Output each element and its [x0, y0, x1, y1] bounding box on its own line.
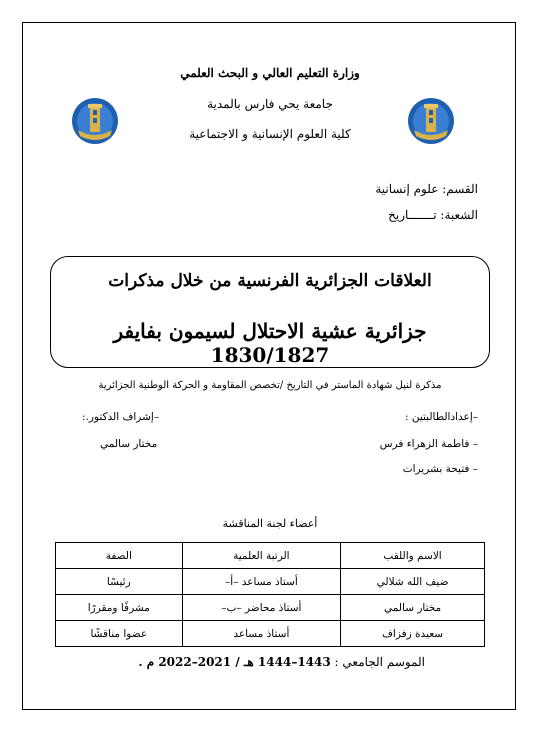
student-name: – فتيحة بشريرات — [402, 463, 478, 475]
student-name: – فاطمة الزهراء فرس — [379, 438, 478, 450]
table-header-row — [56, 543, 485, 569]
supervisor-heading: –إشراف الدكتور.: — [82, 411, 160, 423]
thesis-subtitle: مذكرة لنيل شهادة الماستر في التاريخ /تخصص المقاومة و الحركة الوطنية الجزائرية — [98, 380, 442, 391]
committee-heading: أعضاء لجنة المناقشة — [222, 517, 318, 530]
supervisor-name: مختار سالمي — [100, 438, 158, 450]
faculty-name: كلية العلوم الإنسانية و الاجتماعية — [189, 127, 351, 141]
table-row — [56, 621, 485, 647]
member-rank: أستاذ مساعد –أ– — [182, 569, 341, 595]
member-role: رئيسًا — [56, 569, 183, 595]
committee-table — [55, 542, 485, 647]
column-header: الرتبة العلمية — [182, 543, 341, 569]
title-line-1: العلاقات الجزائرية الفرنسية من خلال مذكرات — [108, 271, 432, 291]
column-header: الصفة — [56, 543, 183, 569]
member-name: ضيف الله شلالي — [341, 569, 485, 595]
table-row — [56, 569, 485, 595]
branch-label: الشعبة: تـــــــاريخ — [388, 208, 478, 222]
member-role: عضوا مناقشًا — [56, 621, 183, 647]
member-name: مختار سالمي — [341, 595, 485, 621]
title-line-2: جزائرية عشية الاحتلال لسيمون بفايفر 1830/1827 — [113, 319, 427, 367]
member-rank: أستاذ محاضر –ب– — [182, 595, 341, 621]
university-emblem-icon — [70, 96, 120, 146]
column-header: الاسم واللقب — [341, 543, 485, 569]
season-label: الموسم الجامعي : — [334, 655, 425, 669]
university-name: جامعة يحي فارس بالمدية — [207, 97, 333, 111]
university-emblem-icon — [406, 96, 456, 146]
title-box — [50, 256, 490, 368]
season-years: 1443–1444 هـ / 2021–2022 م . — [138, 655, 331, 669]
member-name: سعيدة زفزاف — [341, 621, 485, 647]
ministry-name: وزارة التعليم العالي و البحث العلمي — [180, 66, 360, 80]
member-rank: أستاذ مساعد — [182, 621, 341, 647]
department-label: القسم: علوم إنسانية — [375, 182, 478, 196]
member-role: مشرفًا ومقررًا — [56, 595, 183, 621]
table-row — [56, 595, 485, 621]
academic-season — [138, 655, 425, 669]
students-heading: –إعدادالطالبتين : — [404, 411, 478, 423]
